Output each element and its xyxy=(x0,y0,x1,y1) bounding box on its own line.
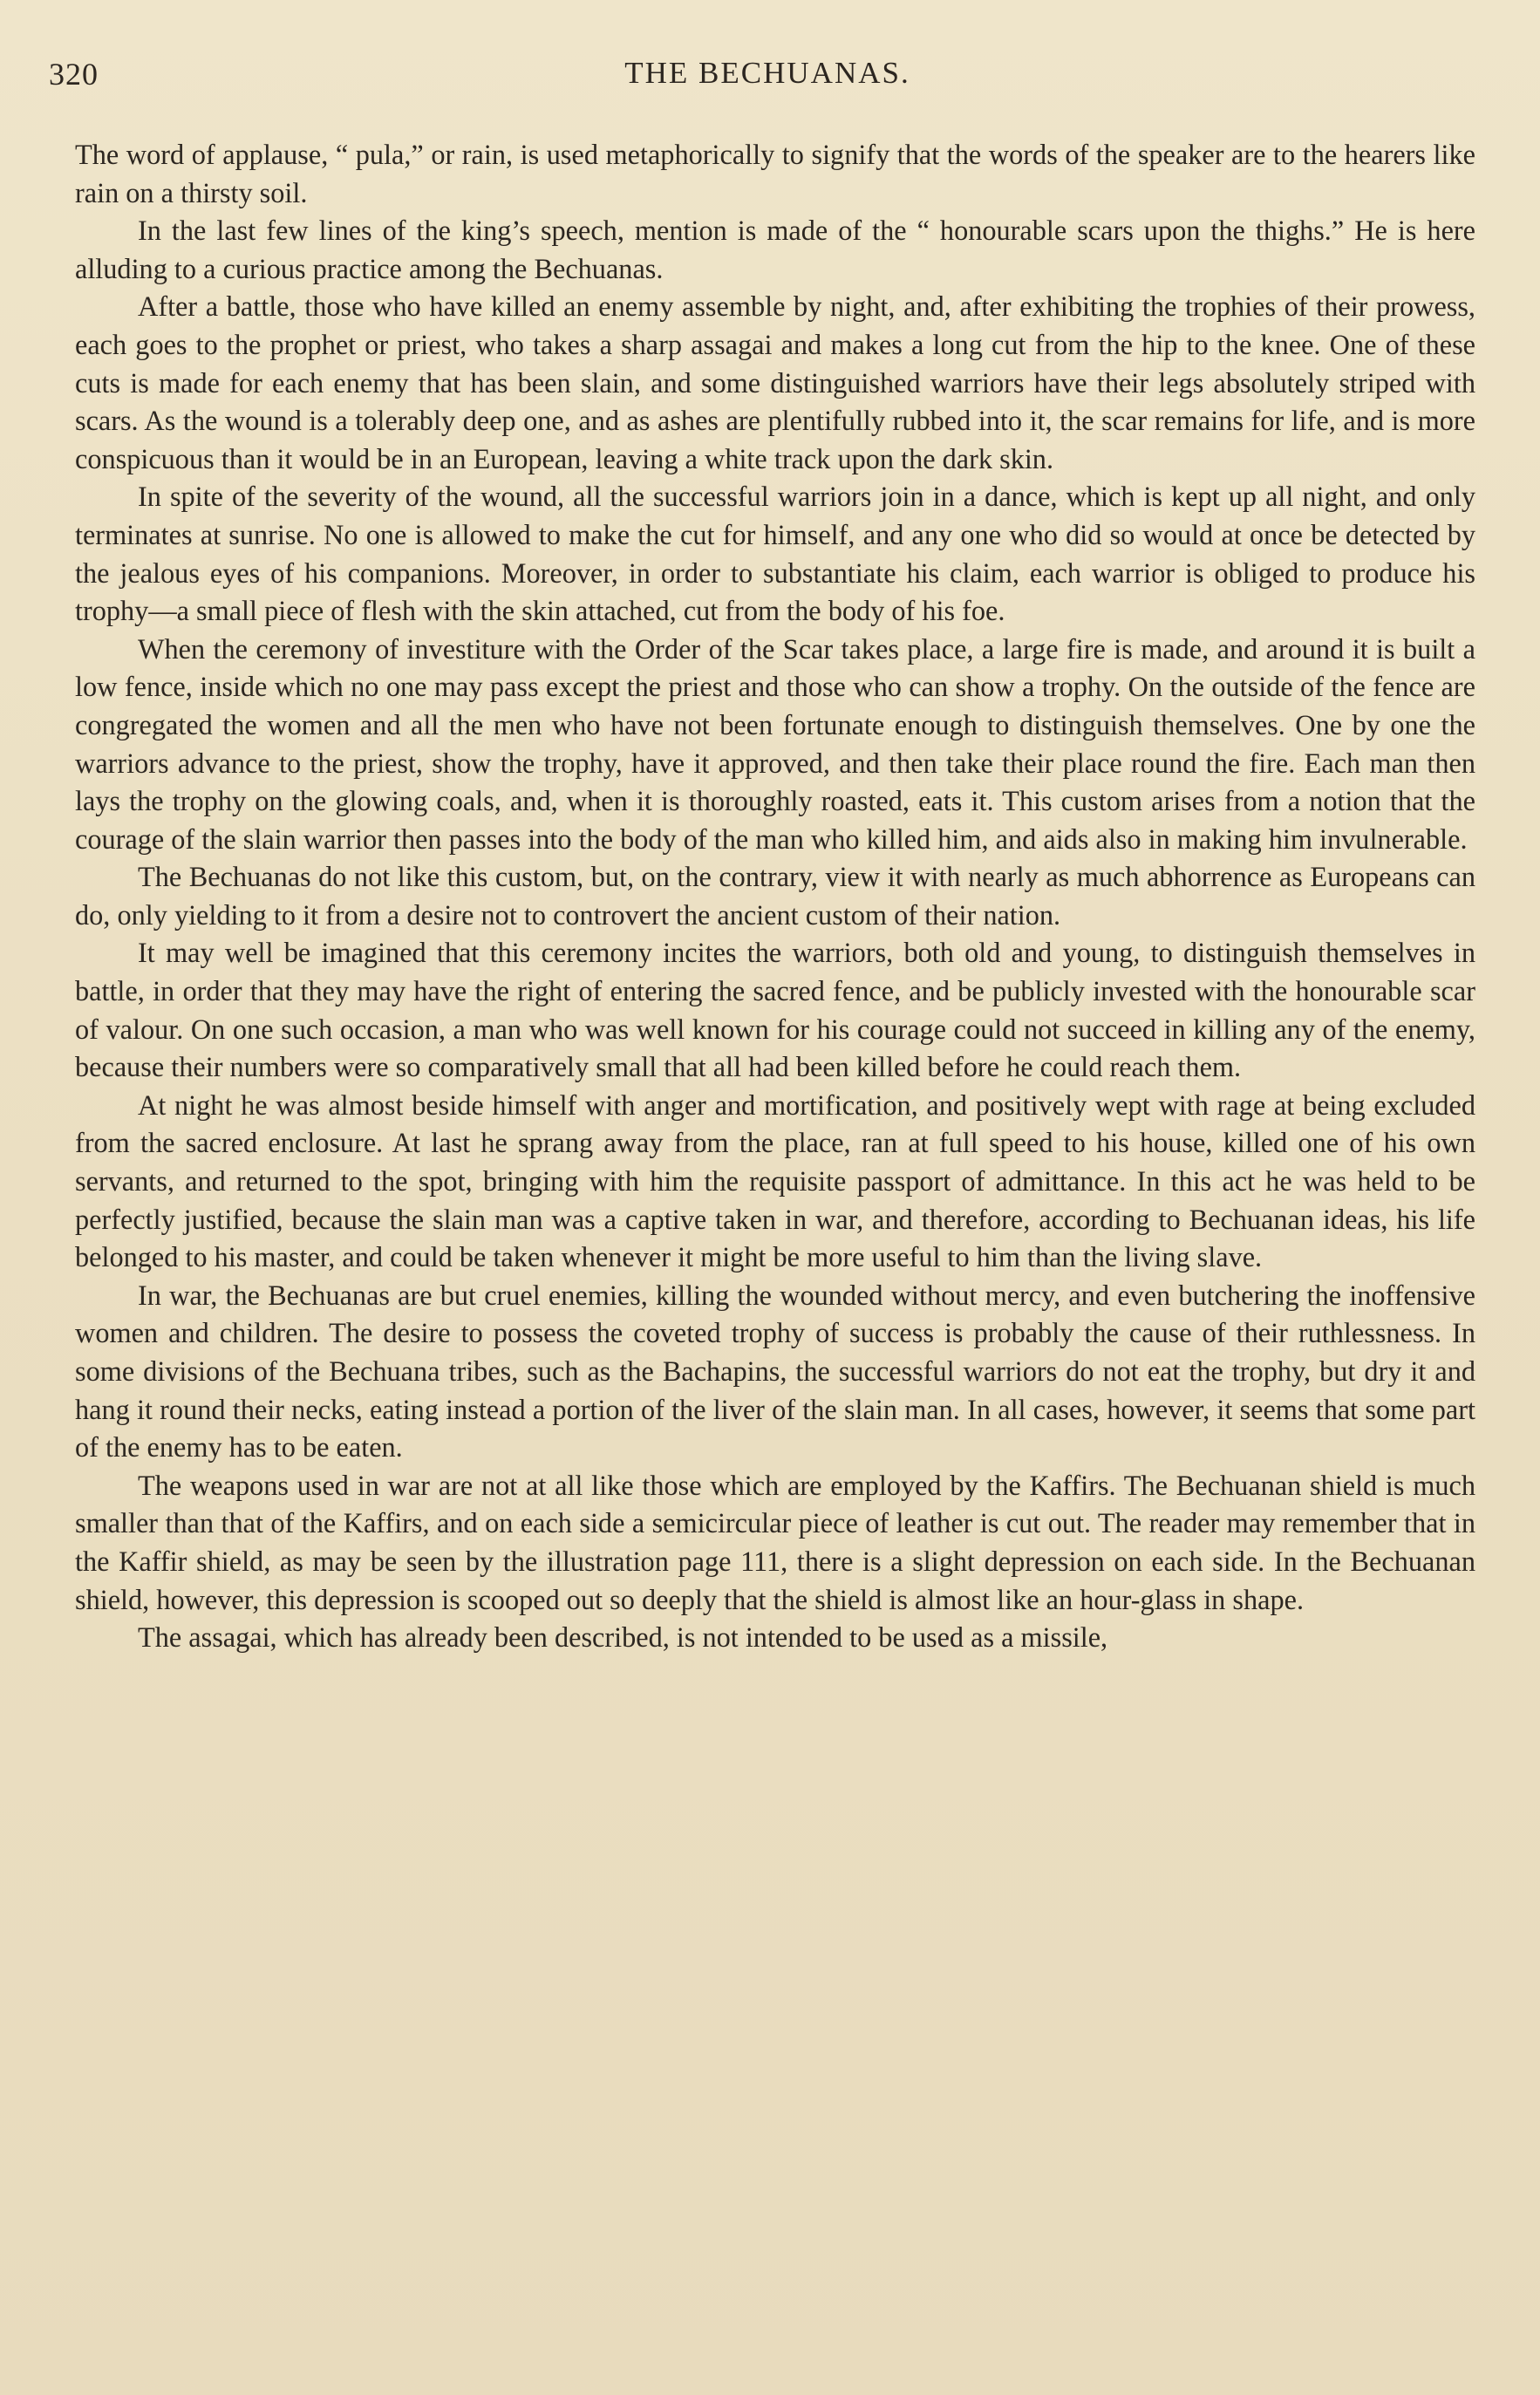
paragraph: At night he was almost beside himself with anger and mortification, and positively wept with rage at being excluded from the sacred enclosure. At last he sprang away from the place, ran at full speed to his house, killed one of his own servants, and returned to the spot, bringing with him the requisite passport of admittance. In this act he was held to be perfectly justified, because the slain man was a captive taken in war, and therefore, according to Bechuanan ideas, his life belonged to his master, and could be taken whenever it might be more useful to him than the living slave. xyxy=(75,1088,1475,1273)
paragraph: It may well be imagined that this ceremony incites the warriors, both old and young, to distinguish themselves in battle, in order that they may have the right of entering the sacred fence, and be publicly invested with the honourable scar of valour. On one such occasion, a man who was well known for his courage could not succeed in killing any of the enemy, because their numbers were so comparatively small that all had been killed before he could reach them. xyxy=(75,937,1475,1083)
paragraph: The weapons used in war are not at all like those which are employed by the Kaffirs. The Bechuanan shield is much smaller than that of the Kaffirs, and on each side a semicircular piece of leather is cut out. The reader may remember that in the Kaffir shield, as may be seen by the illustration page 111, there is a slight depression on each side. In the Bechuanan shield, however, this depression is scooped out so deeply that the shield is almost like an hour-glass in shape. xyxy=(75,1469,1475,1615)
paragraph: In spite of the severity of the wound, all the successful warriors join in a dance, which is kept up all night, and only terminates at sunrise. No one is allowed to make the cut for himself, and any one who did so would at once be detected by the jealous eyes of his companions. Moreover, in order to substantiate his claim, each warrior is obliged to produce his trophy—a small piece of flesh with the skin attached, cut from the body of his foe. xyxy=(75,481,1475,627)
paragraph: In the last few lines of the king’s speech, mention is made of the “ honourable scars upon the thighs.” He is here alluding to a curious practice among the Bechuanas. xyxy=(75,215,1475,284)
paragraph: The word of applause, “ pula,” or rain, is used metaphorically to signify that the words of the speaker are to the hearers like rain on a thirsty soil. xyxy=(75,139,1475,208)
paragraph: The assagai, which has already been described, is not intended to be used as a missile, xyxy=(138,1621,1108,1654)
running-head xyxy=(49,56,1486,99)
body-text xyxy=(75,136,1475,1657)
page-number: 320 xyxy=(49,57,99,92)
paragraph: In war, the Bechuanas are but cruel enemies, killing the wounded without mercy, and even butchering the inoffensive women and children. The desire to possess the coveted trophy of success is probably the cause of their ruthlessness. In some divisions of the Bechuana tribes, such as the Bachapins, the successful warriors do not eat the trophy, but dry it and hang it round their necks, eating instead a portion of the liver of the slain man. In all cases, however, it seems that some part of the enemy has to be eaten. xyxy=(75,1279,1475,1464)
paragraph: After a battle, those who have killed an enemy assemble by night, and, after exhibiting the trophies of their prowess, each goes to the prophet or priest, who takes a sharp assagai and makes a long cut from the hip to the knee. One of these cuts is made for each enemy that has been slain, and some distinguished warriors have their legs absolutely striped with scars. As the wound is a tolerably deep one, and as ashes are plentifully rubbed into it, the scar remains for life, and is more conspicuous than it would be in an European, leaving a white track upon the dark skin. xyxy=(75,290,1475,474)
paragraph: When the ceremony of investiture with the Order of the Scar takes place, a large fire is made, and around it is built a low fence, inside which no one may pass except the priest and those who can show a trophy. On the outside of the fence are congregated the women and all the men who have not been fortunate enough to distinguish themselves. One by one the warriors advance to the priest, show the trophy, have it approved, and then take their place round the fire. Each man then lays the trophy on the glowing coals, and, when it is thoroughly roasted, eats it. This custom arises from a notion that the courage of the slain warrior then passes into the body of the man who killed him, and aids also in making him invulnerable. xyxy=(75,632,1475,855)
paragraph: The Bechuanas do not like this custom, but, on the contrary, view it with nearly as much abhorrence as Europeans can do, only yielding to it from a desire not to controvert the ancient custom of their nation. xyxy=(75,861,1475,931)
running-title: THE BECHUANAS. xyxy=(624,56,910,90)
